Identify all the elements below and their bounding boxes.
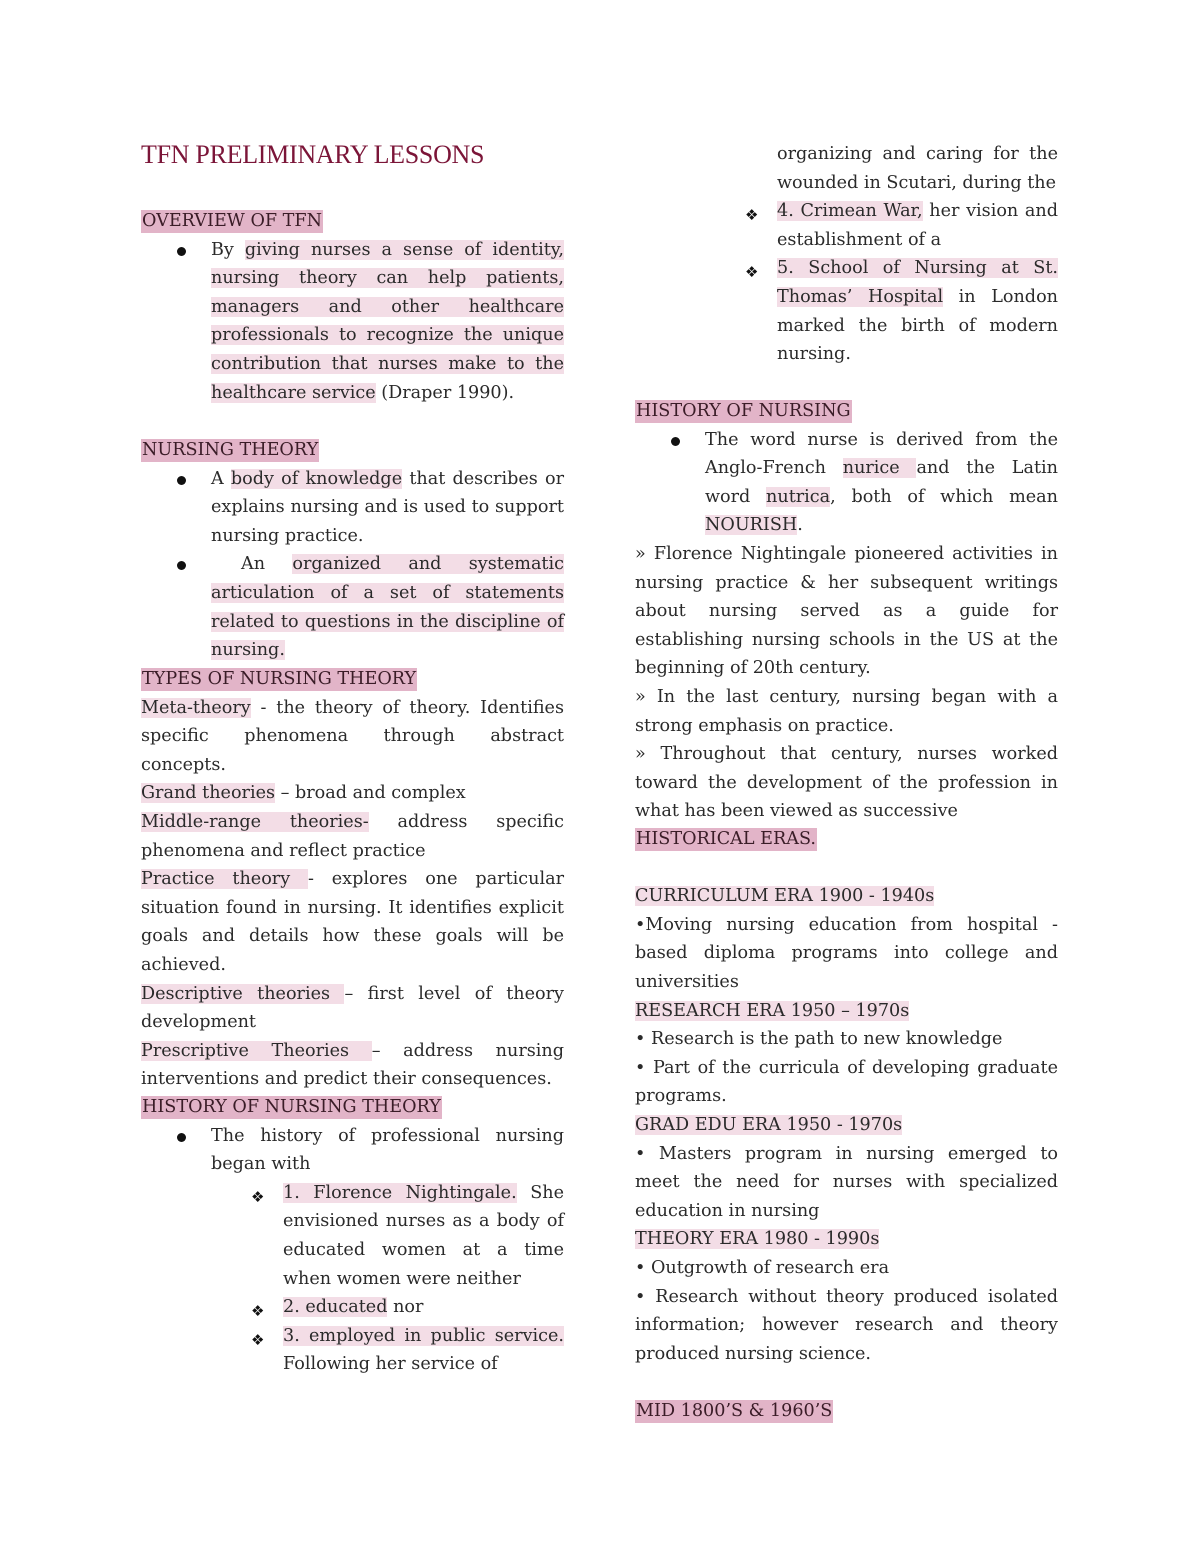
eras-section: [635, 825, 1058, 1425]
paragraph: • Research without theory produced isolated information; however research and theory produced nursing science.: [635, 1286, 1058, 1364]
section-heading: NURSING THEORY: [142, 440, 319, 460]
types-section: [141, 665, 564, 1094]
list-item: By giving nurses a sense of identity, nursing theory can help patients, managers and other healthcare professionals to recognize the unique contribution that nurses make to the healthcare service (Draper 1990).: [141, 236, 564, 408]
list-item: Middle-range theories- address specific phenomena and reflect practice: [141, 811, 564, 861]
continued-list: [635, 140, 1058, 369]
list-item: ❖ 4. Crimean War, her vision and establishment of a: [745, 201, 1058, 250]
history-theory-section: [141, 1093, 564, 1379]
bullet-icon: [177, 561, 186, 570]
list-item: The history of professional nursing began with: [141, 1122, 564, 1179]
list-item: ❖ 3. employed in public service. Following her service of: [251, 1325, 564, 1375]
list-item: ❖ 5. School of Nursing at St. Thomas’ Hospital in London marked the birth of modern nursing.: [745, 258, 1058, 365]
section-heading: TYPES OF NURSING THEORY: [142, 669, 417, 689]
diamond-bullet-icon: ❖: [251, 1330, 265, 1349]
era-heading: CURRICULUM ERA 1900 - 1940s: [635, 886, 935, 907]
paragraph: » Throughout that century, nurses worked toward the development of the profession in what has been viewed as successive: [635, 744, 1058, 822]
nursing-theory-section: [141, 436, 564, 665]
diamond-bullet-icon: ❖: [251, 1187, 265, 1206]
diamond-bullet-icon: ❖: [251, 1302, 265, 1321]
bullet-icon: [671, 437, 680, 446]
paragraph: » In the last century, nursing began with a strong emphasis on practice.: [635, 686, 1058, 736]
section-heading: OVERVIEW OF TFN: [142, 211, 323, 231]
section-heading: HISTORY OF NURSING: [636, 401, 851, 421]
era-heading: GRAD EDU ERA 1950 - 1970s: [635, 1114, 903, 1135]
paragraph: • Research is the path to new knowledge: [635, 1029, 1003, 1050]
list-item: Practice theory - explores one particular situation found in nursing. It identifies explicit goals and details how these goals will be achieved.: [141, 869, 565, 975]
bullet-icon: [177, 1133, 186, 1142]
paragraph: » Florence Nightingale pioneered activities in nursing practice & her subsequent writings about nursing served as a guide for establishing nursing schools in the US at the beginning of 20th century.: [635, 543, 1058, 679]
section-heading: HISTORY OF NURSING THEORY: [142, 1097, 441, 1117]
page-title: TFN PRELIMINARY LESSONS: [141, 140, 485, 169]
paragraph: •Moving nursing education from hospital -based diploma programs into college and universities: [635, 914, 1058, 992]
section-heading: HISTORICAL ERAS.: [636, 829, 816, 849]
diamond-bullet-icon: ❖: [745, 263, 759, 282]
paragraph: • Part of the curricula of developing graduate programs.: [635, 1057, 1058, 1107]
list-item: ❖ 2. educated nor: [141, 1293, 564, 1322]
list-item: Meta-theory - the theory of theory. Identifies specific phenomena through abstract concepts.: [141, 697, 564, 775]
era-heading: THEORY ERA 1980 - 1990s: [635, 1229, 880, 1250]
list-item-continued: organizing and caring for the wounded in Scutari, during the: [777, 144, 1058, 193]
list-item: A body of knowledge that describes or explains nursing and is used to support nursing practice.: [141, 465, 564, 551]
list-item: ❖ 1. Florence Nightingale. She envisioned nurses as a body of educated women at a time when women were neither: [251, 1182, 564, 1289]
overview-section: [141, 207, 564, 407]
paragraph: • Masters program in nursing emerged to meet the need for nurses with specialized education in nursing: [635, 1143, 1058, 1221]
list-item: Grand theories – broad and complex: [141, 783, 466, 804]
list-item: The word nurse is derived from the Anglo-French nurice and the Latin word nutrica, both of which mean NOURISH.: [635, 426, 1058, 540]
paragraph: • Outgrowth of research era: [635, 1257, 890, 1278]
bullet-icon: [177, 247, 186, 256]
era-heading: RESEARCH ERA 1950 – 1970s: [635, 1000, 910, 1021]
diamond-bullet-icon: ❖: [745, 206, 759, 225]
section-heading: MID 1800’S & 1960’S: [636, 1400, 833, 1421]
list-item: An organized and systematic articulation of a set of statements related to questions in the discipline of nursing.: [141, 550, 564, 664]
list-item: Descriptive theories – first level of theory development: [141, 983, 564, 1033]
bullet-icon: [177, 476, 186, 485]
history-nursing-section: [635, 397, 1058, 826]
list-item: Prescriptive Theories – address nursing interventions and predict their consequences.: [141, 1040, 565, 1090]
